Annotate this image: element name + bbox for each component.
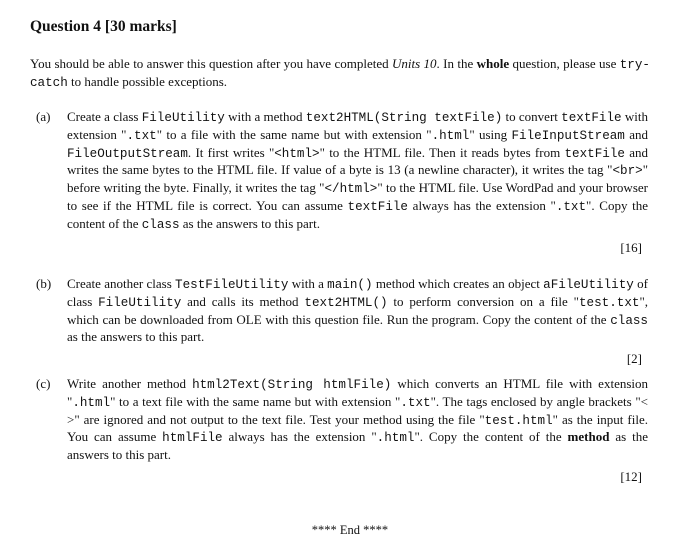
part-b-text: Create another class	[67, 276, 176, 291]
part-a-text: " to the HTML file. Use WordPad and your browser to see if the HTML file is correct. You can assume	[67, 180, 648, 213]
part-c-text: always has the extension "	[222, 429, 377, 445]
part-b-code: FileUtility	[98, 295, 182, 310]
part-a-code: textFile	[561, 111, 622, 125]
part-a	[30, 109, 648, 255]
part-a-code: FileOutputStream	[67, 146, 188, 161]
part-a-code: <html>	[274, 146, 320, 161]
part-a-text: and writes the same bytes to the HTML file. If value of a byte is 13 (a newline character), it writes the tag "	[67, 144, 648, 178]
part-b-label: (b)	[36, 276, 52, 291]
part-b-code: test.txt	[578, 295, 640, 310]
intro-code: try-catch	[30, 58, 650, 90]
part-b-marks: [2]	[626, 351, 642, 367]
part-a-marks: [16]	[620, 239, 642, 255]
part-a-text: " using	[469, 126, 512, 142]
part-a-text: " to a file with the same name but with extension "	[156, 126, 432, 142]
part-a-code: textFile	[564, 146, 625, 161]
question-intro	[30, 56, 650, 92]
intro-units: Units 10	[391, 56, 437, 71]
part-a-code: <br>	[612, 164, 643, 179]
part-c-text: Write another method	[67, 376, 193, 391]
part-c-text: " to a text file with the same name but with extension "	[110, 393, 401, 409]
part-c-code: .html	[376, 431, 415, 446]
part-a-code: text2HTML(String textFile)	[305, 111, 503, 125]
part-c	[30, 376, 648, 485]
part-c-bold: method	[567, 429, 610, 445]
part-c-code: test.html	[484, 413, 553, 428]
part-b-text: to perform conversion on a file "	[387, 293, 579, 309]
part-b-code: aFileUtility	[543, 278, 634, 292]
part-a-text: always has the extension "	[408, 197, 556, 213]
intro-text: You should be able to answer this question after you have completed	[30, 56, 392, 71]
part-a-text: to convert	[502, 109, 562, 124]
part-c-text: ". Copy the content of the	[414, 429, 568, 445]
part-c-body	[67, 376, 648, 463]
part-a-code: textFile	[347, 199, 408, 214]
part-b-text: as the answers to this part.	[67, 329, 205, 345]
part-a-code: </html>	[324, 182, 378, 197]
part-a-text: as the answers to this part.	[179, 215, 320, 231]
part-a-label: (a)	[36, 109, 51, 124]
part-b-code: text2HTML()	[304, 295, 388, 310]
part-c-text: " as the input file. You can assume	[67, 411, 648, 445]
part-b-code: main()	[327, 278, 373, 292]
intro-text: question, please use	[509, 56, 620, 71]
end-marker: **** End ****	[311, 523, 389, 537]
part-c-text: as the answers to this part.	[67, 429, 648, 463]
part-a-text: ". Copy the content of the	[67, 197, 649, 231]
part-a-code: .html	[431, 128, 470, 143]
part-a-text: " before writing the byte. Finally, it writes the tag "	[67, 162, 648, 196]
part-b-text: and calls its method	[181, 293, 305, 309]
intro-text: to handle possible exceptions.	[67, 73, 228, 89]
part-a-code: FileInputStream	[511, 128, 625, 143]
part-a-code: FileUtility	[141, 111, 225, 125]
part-b-text: method which creates an object	[372, 276, 544, 291]
part-b-code: TestFileUtility	[175, 278, 289, 292]
part-a-text: " to the HTML file. Then it reads bytes from	[319, 144, 565, 160]
part-c-code: htmlFile	[162, 431, 223, 446]
part-c-label: (c)	[36, 376, 51, 391]
intro-whole: whole	[476, 56, 510, 71]
part-b	[30, 276, 648, 367]
question-title: Question 4 [30 marks]	[30, 18, 177, 35]
part-a-text: and	[624, 126, 648, 142]
part-a-text: with a method	[224, 109, 306, 124]
part-b-body	[67, 276, 648, 345]
part-c-text: which converts an HTML file with extension "	[67, 376, 649, 409]
part-c-text: ". The tags enclosed by angle brackets "< >" are ignored and not output to the text file. Test your method using the file "	[67, 393, 648, 427]
part-c-code: html2Text(String htmlFile)	[192, 378, 392, 392]
part-c-code: .html	[72, 395, 111, 410]
intro-text: . In the	[436, 56, 477, 71]
part-b-text: with a	[288, 276, 328, 291]
part-c-code: .txt	[400, 395, 431, 410]
part-a-code: .txt	[126, 128, 157, 143]
part-c-marks: [12]	[620, 468, 642, 484]
part-a-code: class	[141, 217, 180, 232]
part-a-text: Create a class	[67, 109, 142, 124]
part-a-code: .txt	[555, 199, 587, 214]
part-b-text: ", which can be downloaded from OLE with this question file. Run the program. Copy the content of the	[67, 293, 648, 327]
part-a-body	[67, 109, 648, 234]
part-b-code: class	[610, 313, 648, 328]
part-a-text: . It first writes "	[187, 144, 275, 160]
part-a-text: with extension "	[67, 109, 648, 142]
part-b-text: of class	[67, 276, 648, 309]
